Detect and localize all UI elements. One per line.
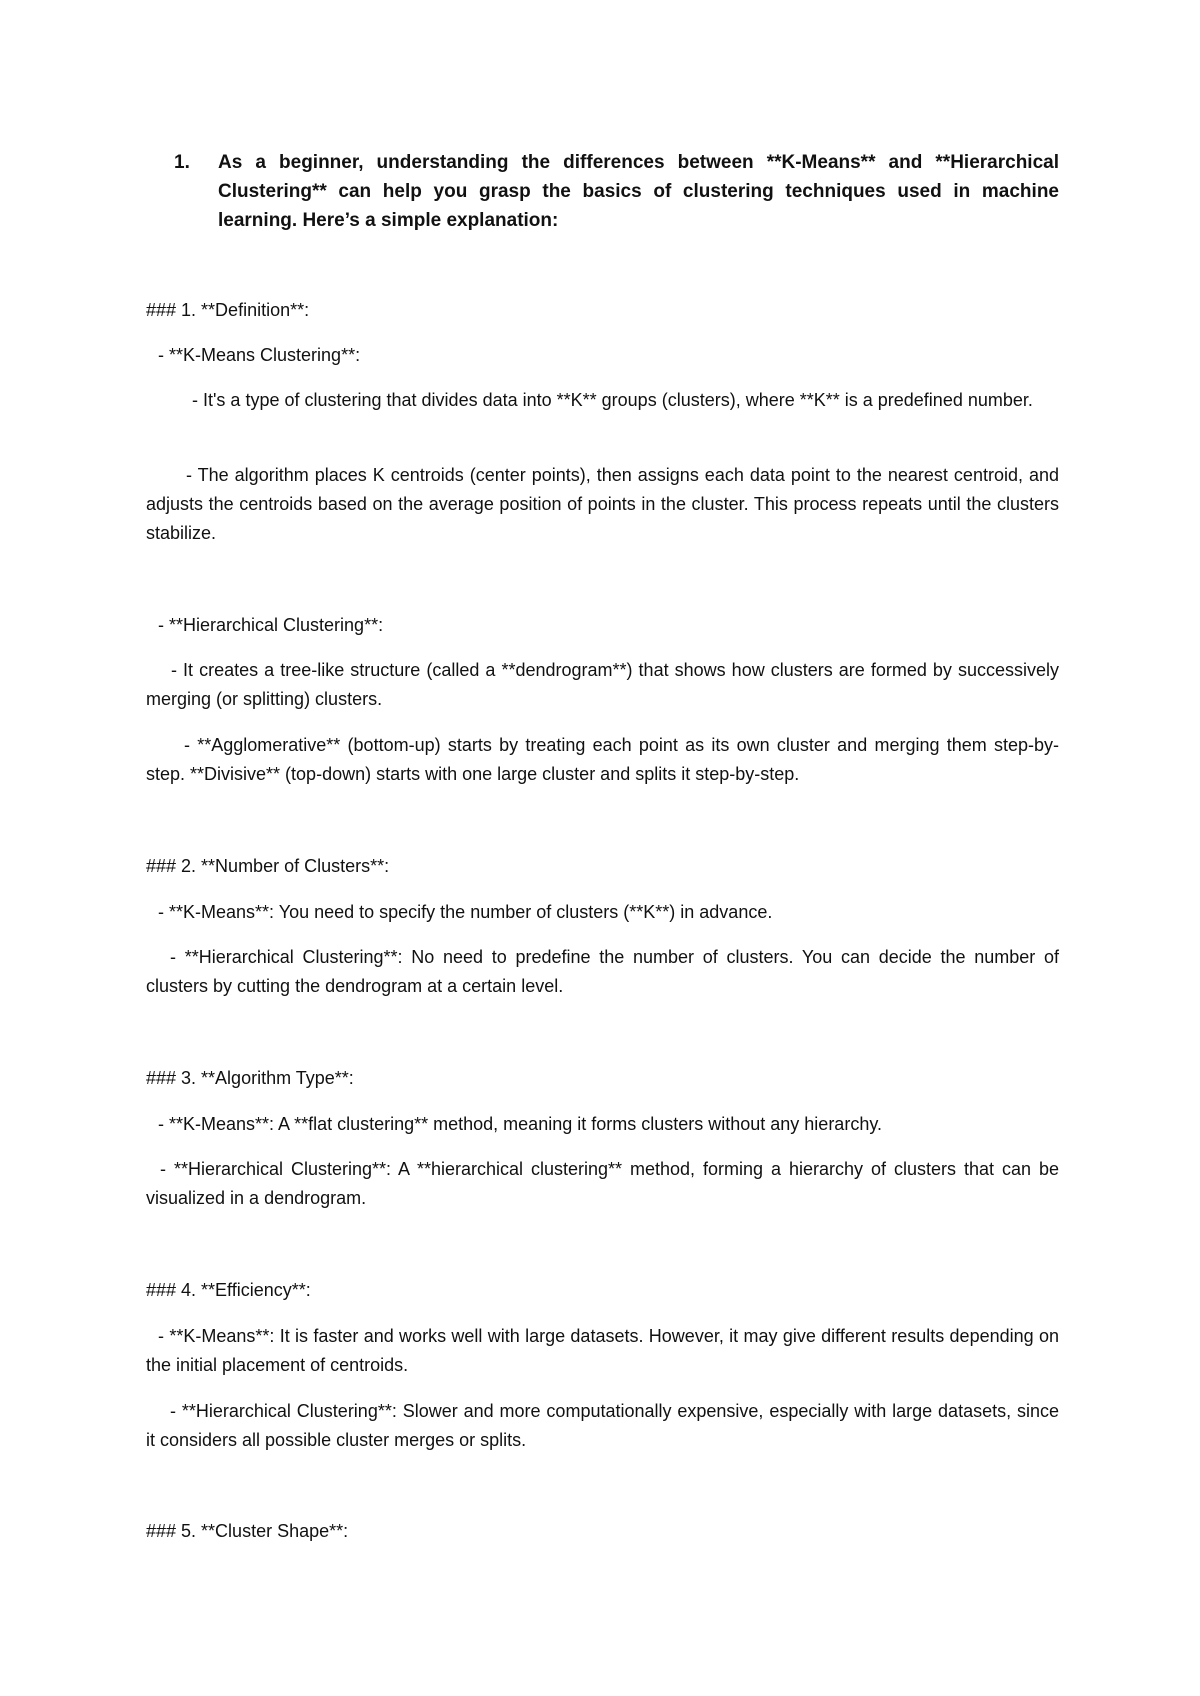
- kmeans-algorithm-type: - **K-Means**: A **flat clustering** method, meaning it forms clusters without any hierarchy.: [158, 1114, 882, 1134]
- intro-text: As a beginner, understanding the differences between **K-Means** and **Hierarchical Clustering** can help you grasp the basics of clustering techniques used in machine learning. Here’s a simple explanation:: [218, 152, 1059, 231]
- hierarchical-efficiency: - **Hierarchical Clustering**: Slower and more computationally expensive, especially with large datasets, since it considers all possible cluster merges or splits.: [146, 1401, 1059, 1450]
- hierarchical-algorithm-type: - **Hierarchical Clustering**: A **hierarchical clustering** method, forming a hierarchy of clusters that can be visualized in a dendrogram.: [146, 1159, 1059, 1208]
- section-heading-definition: ### 1. **Definition**:: [146, 300, 310, 320]
- section-heading-algorithm-type: ### 3. **Algorithm Type**:: [146, 1068, 354, 1088]
- kmeans-algorithm-paragraph: - The algorithm places K centroids (center points), then assigns each data point to the nearest centroid, and adjusts the centroids based on the average position of points in the cluster. This process repeats until the clusters stabilize.: [146, 465, 1059, 543]
- list-number: 1.: [174, 152, 190, 173]
- kmeans-clustering-label: - **K-Means Clustering**:: [158, 345, 361, 365]
- kmeans-number-of-clusters: - **K-Means**: You need to specify the number of clusters (**K**) in advance.: [158, 902, 773, 922]
- section-heading-cluster-shape: ### 5. **Cluster Shape**:: [146, 1521, 349, 1541]
- kmeans-definition-paragraph: - It's a type of clustering that divides data into **K** groups (clusters), where **K** is a predefined number.: [192, 390, 1033, 410]
- hierarchical-definition-paragraph: - It creates a tree-like structure (called a **dendrogram**) that shows how clusters are formed by successively merging (or splitting) clusters.: [146, 660, 1059, 709]
- section-heading-number-of-clusters: ### 2. **Number of Clusters**:: [146, 856, 390, 876]
- intro-paragraph: [174, 148, 1059, 235]
- agglomerative-divisive-paragraph: - **Agglomerative** (bottom-up) starts by treating each point as its own cluster and merging them step-by-step. **Divisive** (top-down) starts with one large cluster and splits it step-by-step.: [146, 735, 1059, 784]
- hierarchical-clustering-label: - **Hierarchical Clustering**:: [158, 615, 384, 635]
- section-heading-efficiency: ### 4. **Efficiency**:: [146, 1280, 311, 1300]
- hierarchical-number-of-clusters: - **Hierarchical Clustering**: No need to predefine the number of clusters. You can decide the number of clusters by cutting the dendrogram at a certain level.: [146, 947, 1059, 996]
- kmeans-efficiency: - **K-Means**: It is faster and works well with large datasets. However, it may give different results depending on the initial placement of centroids.: [146, 1326, 1059, 1375]
